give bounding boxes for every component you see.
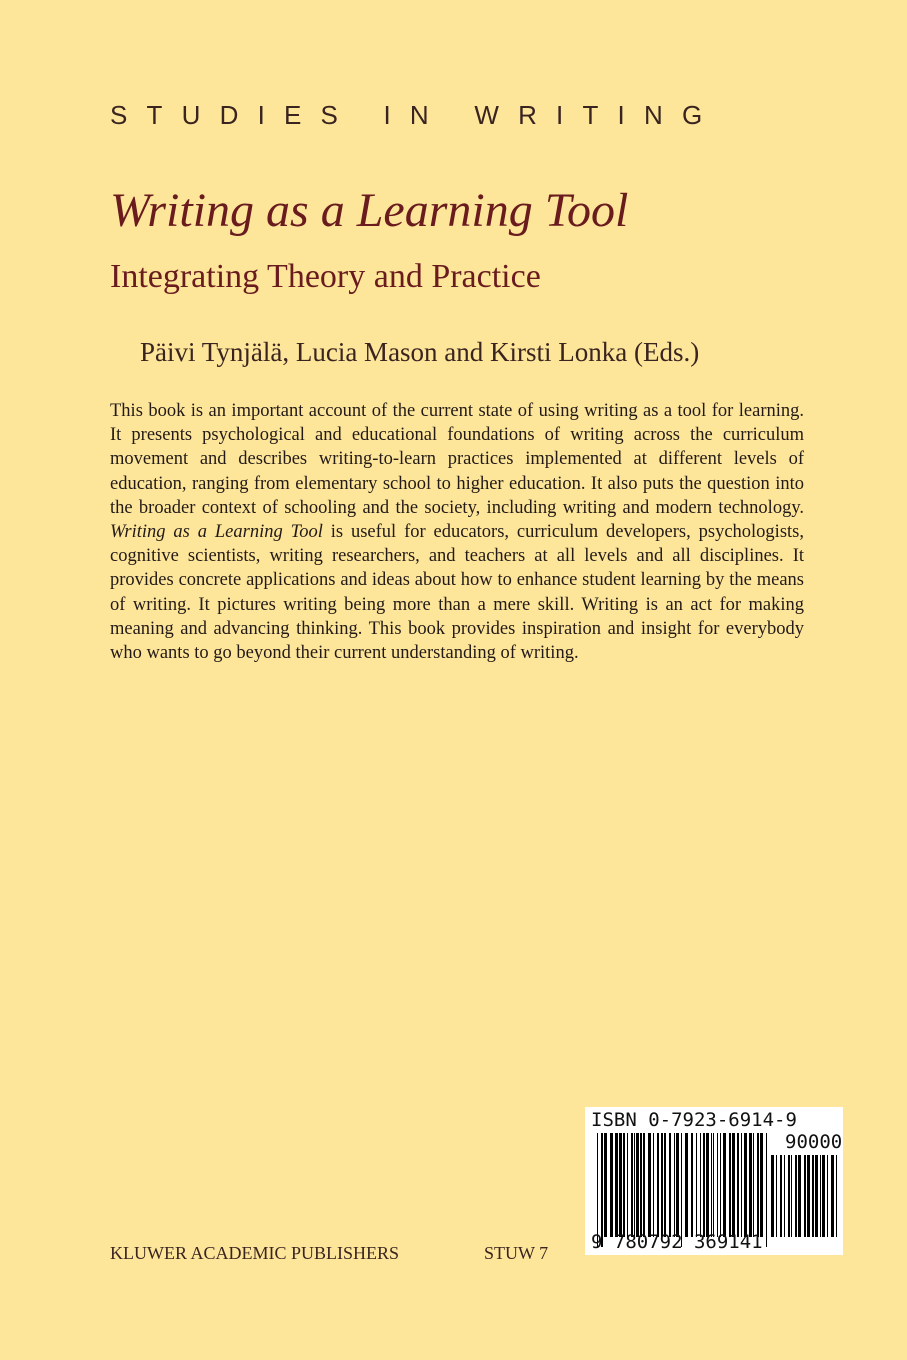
barcode-bar: [664, 1133, 666, 1237]
barcode-bar: [713, 1133, 714, 1237]
barcode-bar: [623, 1133, 625, 1237]
editors: Päivi Tynjälä, Lucia Mason and Kirsti Lonka (Eds.): [140, 337, 700, 367]
barcode-bar: [723, 1133, 726, 1237]
series-heading: STUDIES IN WRITING: [110, 100, 722, 130]
barcode-bar: [804, 1155, 806, 1237]
barcode-bar: [753, 1133, 754, 1237]
barcode-bar: [776, 1155, 777, 1237]
barcode-bar: [720, 1133, 721, 1237]
barcode-bar: [610, 1133, 613, 1237]
book-title: Writing as a Learning Tool: [110, 184, 629, 237]
barcode-bar: [669, 1133, 671, 1237]
barcode-bar: [597, 1133, 598, 1247]
barcode-bar: [784, 1155, 785, 1237]
barcode-bar: [700, 1133, 701, 1237]
barcode-bar: [820, 1155, 821, 1237]
barcode-bar: [648, 1133, 651, 1237]
barcode-bar: [760, 1133, 763, 1237]
barcode-bar: [631, 1133, 633, 1237]
barcode-bar: [766, 1133, 767, 1247]
barcode-bar: [717, 1133, 718, 1237]
blurb-part-1: This book is an important account of the current state of using writing as a tool for learning. It presents psychological and educational foundations of writing across the curriculum movement and describes writing-to-learn practices implemented at different levels of education, ranging from elementary school to higher education. It also puts the question into the broader context of schooling and the society, including writing and modern technology.: [110, 401, 804, 518]
barcode-bar: [636, 1133, 639, 1237]
barcode-bar: [640, 1133, 642, 1237]
barcode-bar: [822, 1155, 825, 1237]
barcode-bar: [749, 1133, 752, 1237]
barcode-bar: [732, 1133, 735, 1237]
barcode-bar: [627, 1133, 628, 1237]
barcode-bar: [604, 1133, 607, 1237]
barcode-bar: [815, 1155, 818, 1237]
isbn-text: ISBN 0-7923-6914-9: [591, 1109, 797, 1131]
barcode-bar: [827, 1155, 828, 1237]
barcode-bar: [757, 1133, 759, 1237]
blurb-title-reference: Writing as a Learning Tool: [110, 522, 323, 543]
barcode-bar: [798, 1155, 801, 1237]
barcode-bar: [634, 1133, 635, 1237]
barcode-bar: [681, 1133, 682, 1247]
barcode-bar: [812, 1155, 814, 1237]
barcode-bar: [661, 1133, 663, 1237]
barcode-bar: [807, 1155, 810, 1237]
blurb: [110, 399, 804, 665]
barcode-bar: [657, 1133, 659, 1237]
barcode-bar: [836, 1155, 837, 1237]
book-subtitle: Integrating Theory and Practice: [110, 258, 541, 295]
barcode-bar: [711, 1133, 712, 1237]
publisher: KLUWER ACADEMIC PUBLISHERS: [110, 1243, 400, 1263]
barcode-bar: [771, 1155, 774, 1237]
barcode-bar: [676, 1133, 679, 1237]
barcode-bar: [706, 1133, 709, 1237]
barcode-bar: [744, 1133, 747, 1237]
barcode-addon-bars-icon: [771, 1155, 837, 1247]
barcode-bar: [674, 1133, 675, 1237]
barcode-bar: [601, 1133, 603, 1247]
barcode-bar: [729, 1133, 731, 1237]
barcode-bar: [737, 1133, 739, 1237]
barcode-bar: [795, 1155, 797, 1237]
barcode-bar: [685, 1133, 688, 1237]
price-code: 90000: [785, 1131, 843, 1153]
barcode-bar: [788, 1155, 790, 1237]
barcode-bar: [615, 1133, 618, 1237]
barcode-bar: [643, 1133, 645, 1237]
barcode-bar: [831, 1155, 834, 1237]
barcode-bar: [653, 1133, 654, 1237]
barcode-bar: [619, 1133, 622, 1237]
barcode-bar: [780, 1155, 782, 1237]
ean-text: 9 780792 369141: [591, 1231, 763, 1253]
barcode-bar: [741, 1133, 742, 1237]
series-code: STUW 7: [484, 1243, 549, 1263]
barcode-panel: [585, 1107, 843, 1255]
barcode-bar: [703, 1133, 705, 1237]
blurb-part-2: is useful for educators, curriculum developers, psychologists, cognitive scientists, writing researchers, and teachers at all levels and all disciplines. It provides concrete applications and ideas about how to enhance student learning by the means of writing. It pictures writing being more than a mere skill. Writing is an act for making meaning and advancing thinking. This book provides inspiration and insight for everybody who wants to go beyond their current understanding of writing.: [110, 522, 804, 664]
barcode-bars-icon: [597, 1133, 767, 1247]
barcode-bar: [791, 1155, 792, 1237]
barcode-bar: [691, 1133, 693, 1237]
barcode-bar: [696, 1133, 697, 1237]
